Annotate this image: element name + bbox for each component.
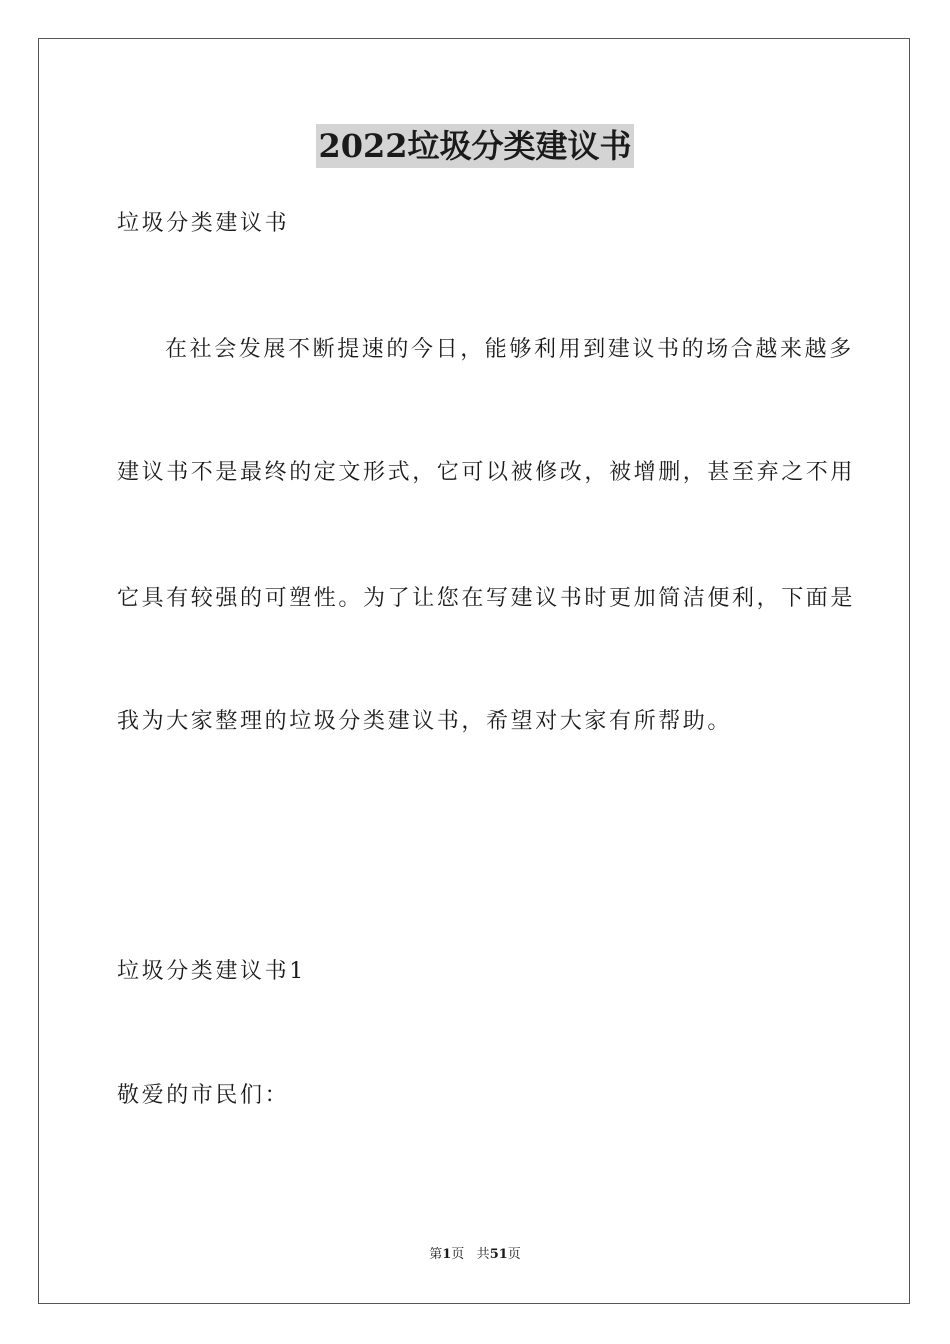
document-title: 2022垃圾分类建议书 (316, 124, 633, 168)
footer-page-suffix: 页 (451, 1247, 465, 1262)
intro-line-3: 它具有较强的可塑性。为了让您在写建议书时更加简洁便利，下面是 (117, 586, 856, 611)
title-container (0, 124, 950, 168)
footer-total-suffix: 页 (507, 1247, 521, 1262)
footer-total-pages: 51 (489, 1247, 508, 1262)
footer-total-prefix: 共 (476, 1247, 490, 1262)
intro-line-4: 我为大家整理的垃圾分类建议书，希望对大家有所帮助。 (117, 709, 733, 734)
footer-current-page: 1 (442, 1247, 452, 1262)
intro-line-2: 建议书不是最终的定文形式，它可以被修改，被增删，甚至弃之不用 (117, 460, 856, 485)
page-footer (0, 1246, 950, 1264)
section-heading: 垃圾分类建议书1 (117, 959, 306, 984)
intro-line-1: 在社会发展不断提速的今日，能够利用到建议书的场合越来越多 (165, 337, 854, 362)
greeting: 敬爱的市民们： (117, 1083, 290, 1108)
footer-prefix: 第 (429, 1247, 443, 1262)
document-subtitle: 垃圾分类建议书 (117, 211, 290, 236)
